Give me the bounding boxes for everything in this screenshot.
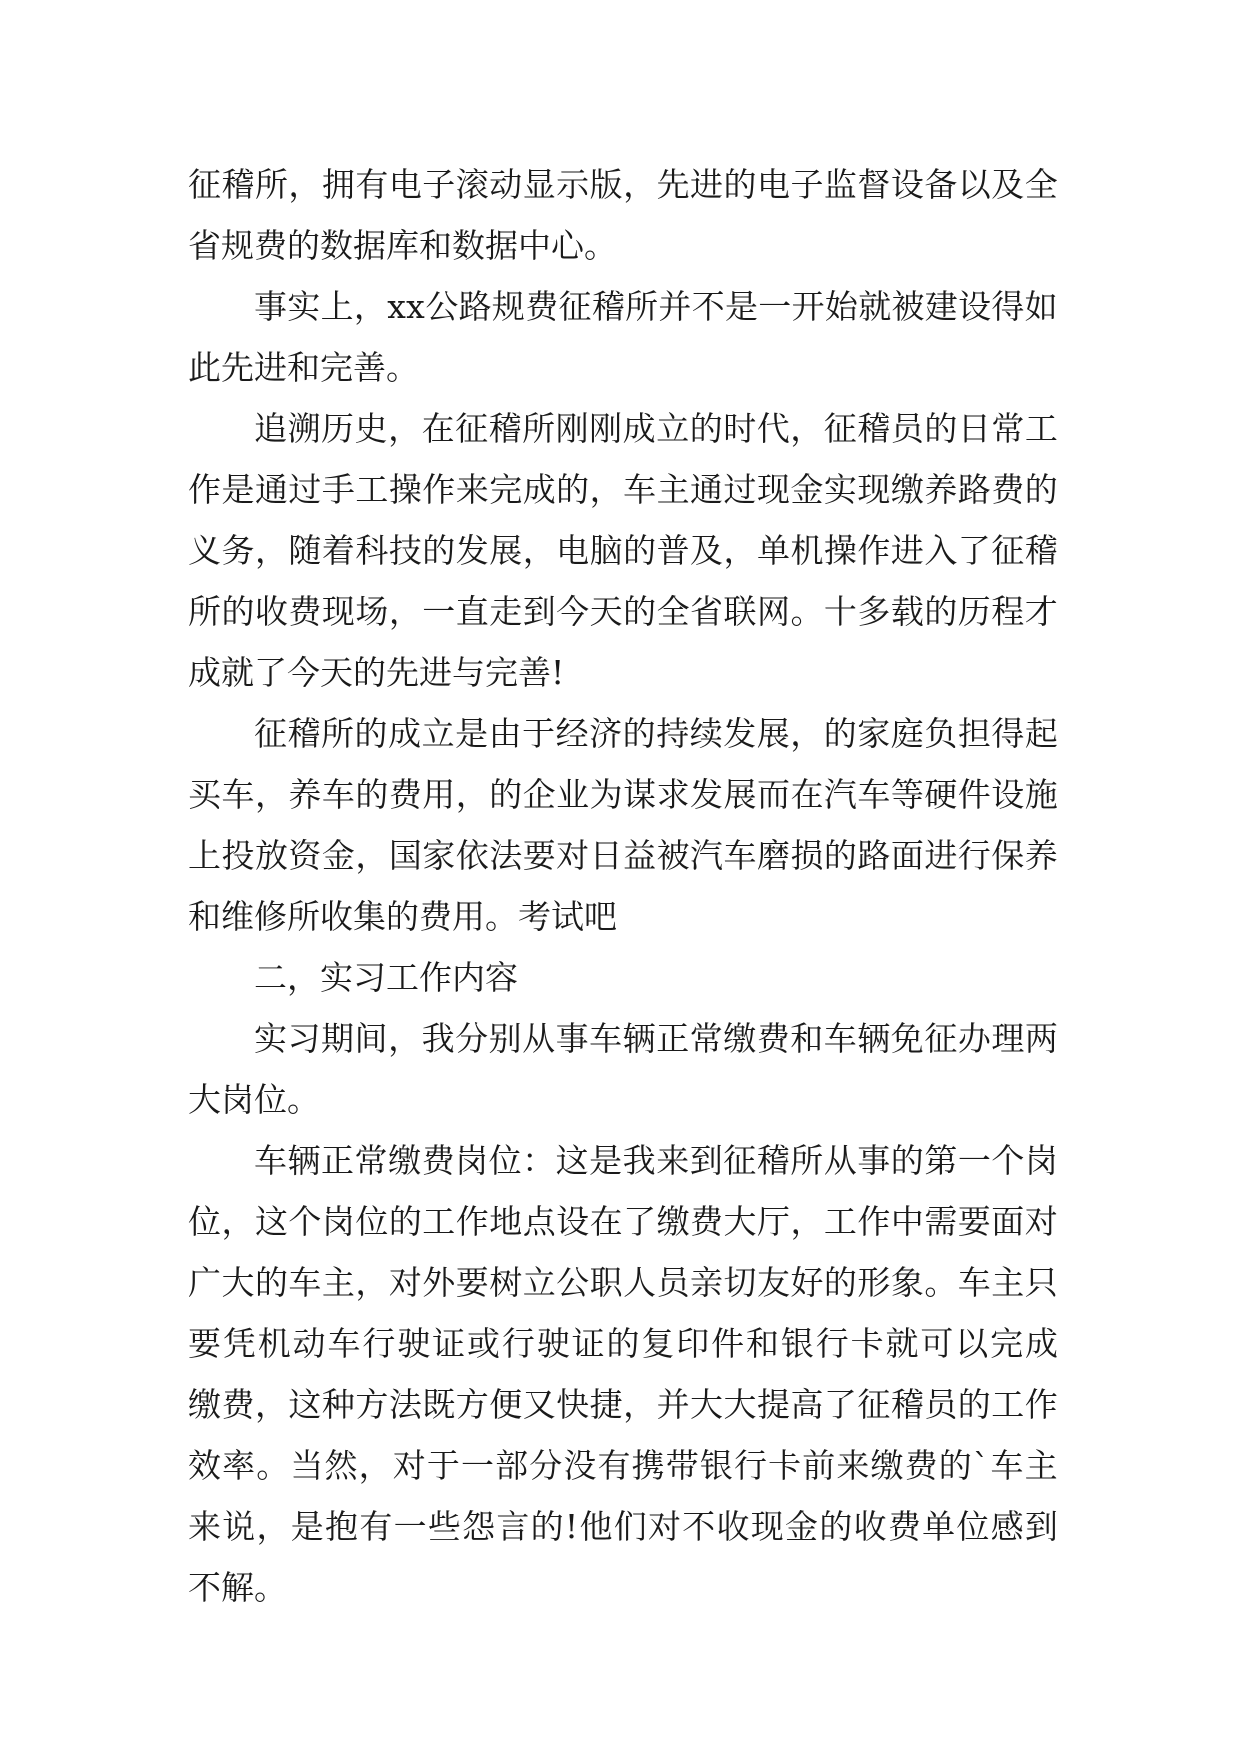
text-line: 大岗位。 [188,1080,320,1119]
paragraph-first-line: 车 辆 正 常 缴 费 岗 位 ： 这 是 我 来 到 征 稽 所 从 事 的 第 一 个 岗 [254,1141,1058,1180]
text-line: 缴 费 ， 这 种 方 法 既 方 便 又 快 捷 ， 并 大 大 提 高 了 征 稽 员 的 工 作 [188,1385,1058,1424]
text-line: 广 大 的 车 主 ， 对 外 要 树 立 公 职 人 员 亲 切 友 好 的 形 象 。 车 主 只 [188,1263,1058,1302]
paragraph-first-line: 征 稽 所 的 成 立 是 由 于 经 济 的 持 续 发 展 ， 的 家 庭 负 担 得 起 [254,714,1058,753]
text-line: 征 稽 所 ， 拥 有 电 子 滚 动 显 示 版 ， 先 进 的 电 子 监 督 设 备 以 及 全 [188,165,1058,204]
text-line: 省规费的数据库和数据中心。 [188,226,617,265]
text-line: 作 是 通 过 手 工 操 作 来 完 成 的 ， 车 主 通 过 现 金 实 现 缴 养 路 费 的 [188,470,1058,509]
text-line: 买 车 ， 养 车 的 费 用 ， 的 企 业 为 谋 求 发 展 而 在 汽 车 等 硬 件 设 施 [188,775,1058,814]
text-line: 此先进和完善。 [188,348,419,387]
section-heading: 二，实习工作内容 [254,958,518,997]
paragraph-first-line: 实 习 期 间 ， 我 分 别 从 事 车 辆 正 常 缴 费 和 车 辆 免 征 办 理 两 [254,1019,1058,1058]
text-line: 不解。 [188,1568,287,1607]
body-text [188,154,1058,1618]
paragraph-first-line: 追 溯 历 史 ， 在 征 稽 所 刚 刚 成 立 的 时 代 ， 征 稽 员 的 日 常 工 [254,409,1058,448]
text-line: 所 的 收 费 现 场 ， 一 直 走 到 今 天 的 全 省 联 网 。 十 多 载 的 历 程 才 [188,592,1058,631]
text-line: 上 投 放 资 金 ， 国 家 依 法 要 对 日 益 被 汽 车 磨 损 的 路 面 进 行 保 养 [188,836,1058,875]
text-line: 要 凭 机 动 车 行 驶 证 或 行 驶 证 的 复 印 件 和 银 行 卡 就 可 以 完 成 [188,1324,1058,1363]
paragraph-first-line: 事 实 上 ， x x 公 路 规 费 征 稽 所 并 不 是 一 开 始 就 被 建 设 得 如 [254,287,1058,326]
text-line: 义 务 ， 随 着 科 技 的 发 展 ， 电 脑 的 普 及 ， 单 机 操 作 进 入 了 征 稽 [188,531,1058,570]
text-line: 来 说 ， 是 抱 有 一 些 怨 言 的 ! 他 们 对 不 收 现 金 的 收 费 单 位 感 到 [188,1507,1058,1546]
text-line: 成就了今天的先进与完善! [188,653,565,692]
text-line: 位 ， 这 个 岗 位 的 工 作 地 点 设 在 了 缴 费 大 厅 ， 工 作 中 需 要 面 对 [188,1202,1058,1241]
text-line: 和维修所收集的费用。考试吧 [188,897,617,936]
text-line: 效 率 。 当 然 ， 对 于 一 部 分 没 有 携 带 银 行 卡 前 来 缴 费 的 ` 车 主 [188,1446,1058,1485]
